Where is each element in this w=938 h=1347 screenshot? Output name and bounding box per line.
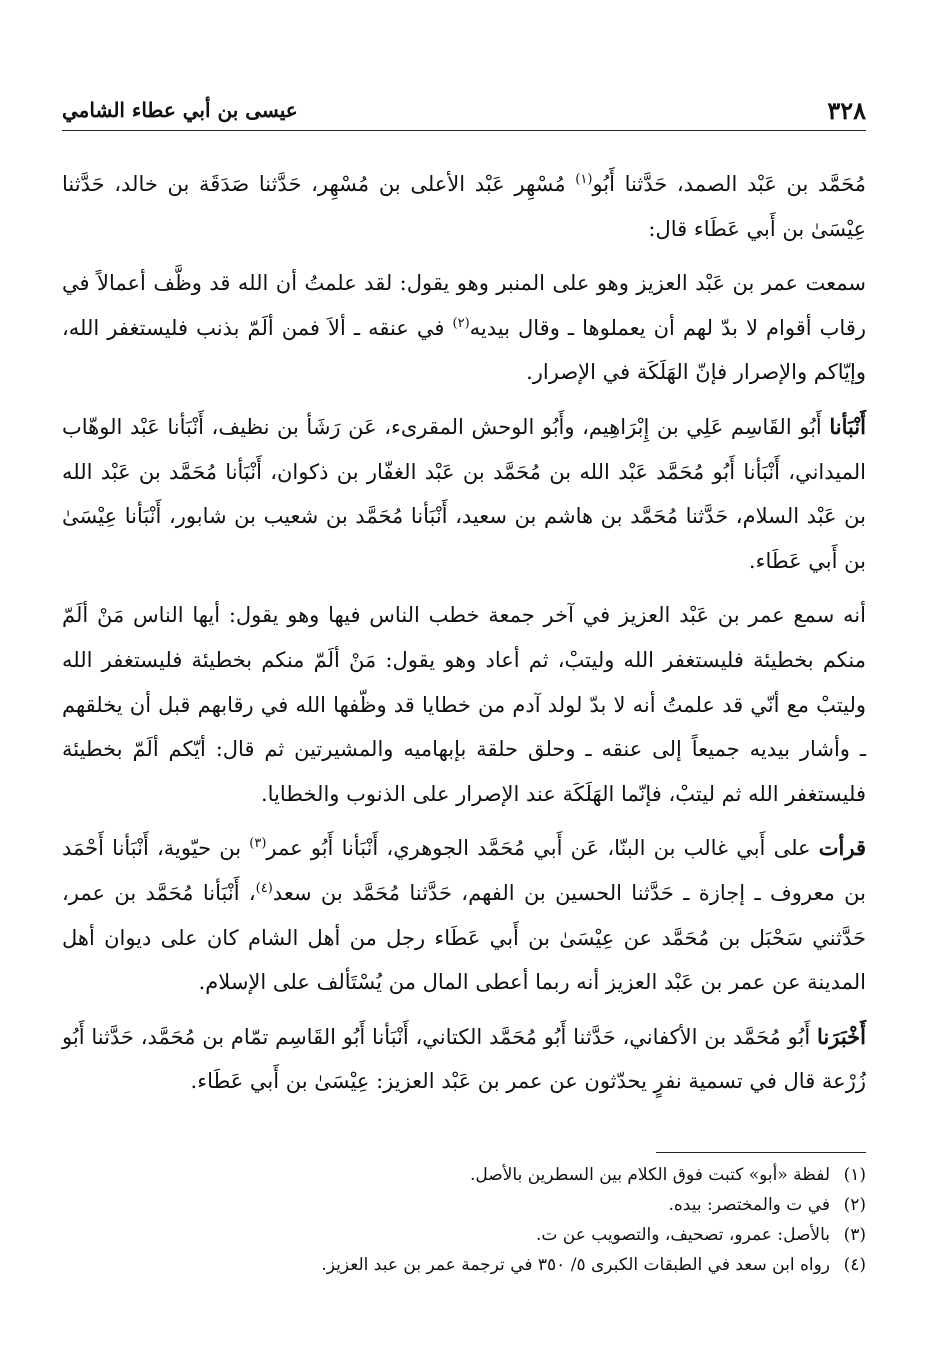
footnote-4 [62,1250,866,1280]
footnote-1 [62,1160,866,1190]
footnotes [62,1160,866,1280]
paragraph-text: ، أَنْبَأنا مُحَمَّد بن عمر، حَدَّثني سَحْبَل بن مُحَمَّد عن عِيْسَىٰ بن أَبي عَطَاء رجل من أهل الشام كان على ديوان أهل المدينة عن عمر بن عَبْد العزيز أنه ربما أعطى المال من يُسْتَألف على الإسلام. [62,880,866,995]
paragraph-text: على أَبي غالب بن البنّا، عَن أَبي مُحَمَّد الجوهري، أَنْبَأنا أَبُو عمر [266,836,819,861]
footnote-3 [62,1220,866,1250]
footnote-number: (٣) [843,1225,866,1245]
paragraph-text: في عنقه ـ ألاَ فمن ألَمّ بذنب فليستغفر الله، وإيّاكم والإصرار فإنّ الهَلَكَة في الإصرار. [62,315,866,385]
footnote-text: في ت والمختصر: بيده. [668,1195,830,1215]
footnote-number: (٢) [843,1195,866,1215]
paragraph-4 [62,593,866,816]
paragraph-text: أَبُو القَاسِم عَلِي بن إِبْرَاهِيم، وأَبُو الوحش المقرىء، عَن رَشَأ بن نظيف، أَنْبَأنا عَبْد الوهّاب الميداني، أَنْبَأنا أَبُو مُحَمَّد عَبْد الله بن مُحَمَّد بن عَبْد الغفّار بن ذكوان، أَنْبَأنا مُحَمَّد بن عَبْد الله بن عَبْد السلام، حَدَّثنا مُحَمَّد بن هاشم بن سعيد، أَنْبَأنا مُحَمَّد بن شعيب بن شابور، أَنْبَأنا عِيْسَىٰ بن أَبي عَطَاء. [62,414,866,573]
footnote-number: (١) [843,1165,866,1185]
paragraph-text: مُسْهِر عَبْد الأعلى بن مُسْهِر، حَدَّثنا صَدَقَة بن خالد، حَدَّثنا عِيْسَىٰ بن أَبي عَطَاء قال: [62,172,866,241]
footnote-text: بالأصل: عمرو، تصحيف، والتصويب عن ت. [535,1225,830,1245]
paragraph-3 [62,405,866,583]
paragraph-text: مُحَمَّد بن عَبْد الصمد، حَدَّثنا أَبُو [592,172,867,196]
footnote-ref-4: (٤) [255,880,273,896]
paragraph-2 [62,261,866,395]
footnote-2 [62,1190,866,1220]
paragraph-text: بن حيّوية، أَنْبَأنا أَحْمَد بن معروف ـ إجازة ـ حَدَّثنا الحسين بن الفهم، حَدَّثنا مُحَمَّد بن سعد [62,836,866,905]
page-header [62,94,866,131]
paragraph-text: أَبُو مُحَمَّد بن الأكفاني، حَدَّثنا أَبُو مُحَمَّد الكتاني، أَنْبَأنا أَبُو القَاسِم تمّام بن مُحَمَّد، حَدَّثنا أَبُو زُرْعة قال في تسمية نفرٍ يحدّثون عن عمر بن عَبْد العزيز: عِيْسَىٰ بن أَبي عَطَاء. [62,1024,866,1094]
paragraph-1 [62,162,866,251]
page-number: ٣٢٨ [827,96,866,125]
footnote-ref-3: (٣) [249,836,267,852]
running-head: عيسى بن أبي عطاء الشامي [62,98,298,122]
paragraph-lead-word: أَنْبَأنا [829,413,866,439]
paragraph-lead-word: قرأت [818,835,866,861]
paragraph-5 [62,826,866,1004]
paragraph-6 [62,1015,866,1104]
footnote-ref-2: (٢) [452,315,470,331]
footnote-divider [656,1152,866,1153]
main-text [62,162,866,1114]
footnote-text: لفظة «أبو» كتبت فوق الكلام بين السطرين بالأصل. [470,1165,830,1185]
paragraph-text: أنه سمع عمر بن عَبْد العزيز في آخر جمعة خطب الناس فيها وهو يقول: أيها الناس مَنْ ألَمّ منكم بخطيئة فليستغفر الله وليتبْ، ثم أعاد وهو يقول: مَنْ ألَمّ منكم بخطيئة فليستغفر الله وليتبْ مع أنّي قد علمتُ أنه لا بدّ لولد آدم من خطايا قد وظّفها الله في رقابهم قبل أن يخلقهم ـ وأشار بيديه جميعاً إلى عنقه ـ وحلق حلقة بإبهاميه والمشيرتين ثم قال: أيّكم ألَمّ بخطيئة فليستغفر الله ثم ليتبْ، فإنّما الهَلَكَة عند الإصرار على الذنوب والخطايا. [62,603,866,806]
footnote-number: (٤) [843,1255,866,1275]
footnote-ref-1: (١) [575,172,593,187]
paragraph-text: سمعت عمر بن عَبْد العزيز وهو على المنبر وهو يقول: لقد علمتُ أن الله قد وظَّف أعمالاً في رقاب أقوام لا بدّ لهم أن يعملوها ـ وقال بيديه [62,271,866,340]
footnote-text: رواه ابن سعد في الطبقات الكبرى ٥/ ٣٥٠ في ترجمة عمر بن عبد العزيز. [321,1255,830,1275]
paragraph-lead-word: أَخْبَرَنا [817,1023,866,1049]
